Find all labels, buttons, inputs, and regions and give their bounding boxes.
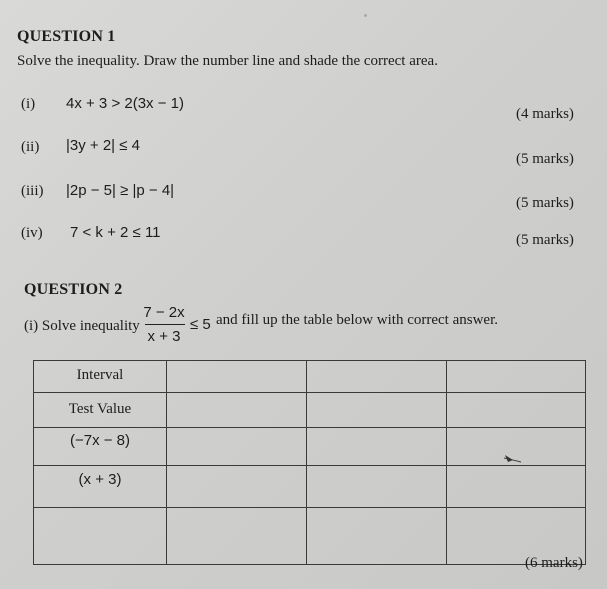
part-i-marks: (4 marks) (516, 106, 574, 122)
question-2-marks: (6 marks) (525, 555, 583, 571)
inequality-rest: ≤ 5 (190, 316, 211, 333)
question-2-heading: QUESTION 2 (24, 281, 123, 298)
row-header-result (34, 508, 167, 565)
row-header-factor-2 (34, 466, 167, 508)
question-1-heading: QUESTION 1 (17, 28, 116, 45)
question-2-part-label: (i) Solve inequality (24, 318, 140, 334)
table-cell[interactable] (167, 428, 307, 466)
table-row (34, 393, 586, 428)
table-cell[interactable] (447, 393, 586, 428)
row-header-text: (x + 3) (78, 471, 122, 488)
row-header-text: Interval (76, 367, 124, 383)
table-cell[interactable] (307, 508, 447, 565)
part-ii-label: (ii) (21, 139, 40, 155)
fraction-numerator: 7 − 2x (143, 304, 185, 321)
table-row (34, 466, 586, 508)
part-iv-expression: 7 < k + 2 ≤ 11 (70, 224, 161, 241)
fraction-bar (145, 324, 185, 325)
part-ii-marks: (5 marks) (516, 151, 574, 167)
table-cell[interactable] (447, 466, 586, 508)
table-row (34, 361, 586, 393)
row-header-interval (34, 361, 167, 393)
part-iii-expression: |2p − 5| ≥ |p − 4| (66, 182, 175, 199)
row-header-test-value (34, 393, 167, 428)
table-cell[interactable] (447, 361, 586, 393)
table-cell[interactable] (167, 393, 307, 428)
part-i-expression: 4x + 3 > 2(3x − 1) (66, 95, 184, 112)
row-header-text: Test Value (68, 401, 132, 417)
row-header-text: (−7x − 8) (69, 432, 131, 449)
table-cell[interactable] (307, 466, 447, 508)
row-header-text (34, 508, 166, 516)
fraction-denominator: x + 3 (147, 328, 181, 345)
part-iii-marks: (5 marks) (516, 195, 574, 211)
part-iv-marks: (5 marks) (516, 232, 574, 248)
part-iv-label: (iv) (21, 225, 43, 241)
part-ii-expression: |3y + 2| ≤ 4 (66, 137, 140, 154)
part-i-label: (i) (21, 96, 36, 112)
row-header-factor-1 (34, 428, 167, 466)
table-cell[interactable] (307, 361, 447, 393)
question-1-instruction: Solve the inequality. Draw the number line and shade the correct area. (17, 53, 438, 69)
part-iii-label: (iii) (21, 183, 44, 199)
table-cell[interactable] (307, 428, 447, 466)
table-cell[interactable] (167, 361, 307, 393)
table-cell[interactable] (167, 508, 307, 565)
paper-speck (364, 14, 367, 17)
arrow-mark-icon (503, 454, 527, 468)
table-cell[interactable] (307, 393, 447, 428)
table-row (34, 508, 586, 565)
question-2-trailing-text: and fill up the table below with correct answer. (216, 312, 498, 328)
table-cell[interactable] (167, 466, 307, 508)
